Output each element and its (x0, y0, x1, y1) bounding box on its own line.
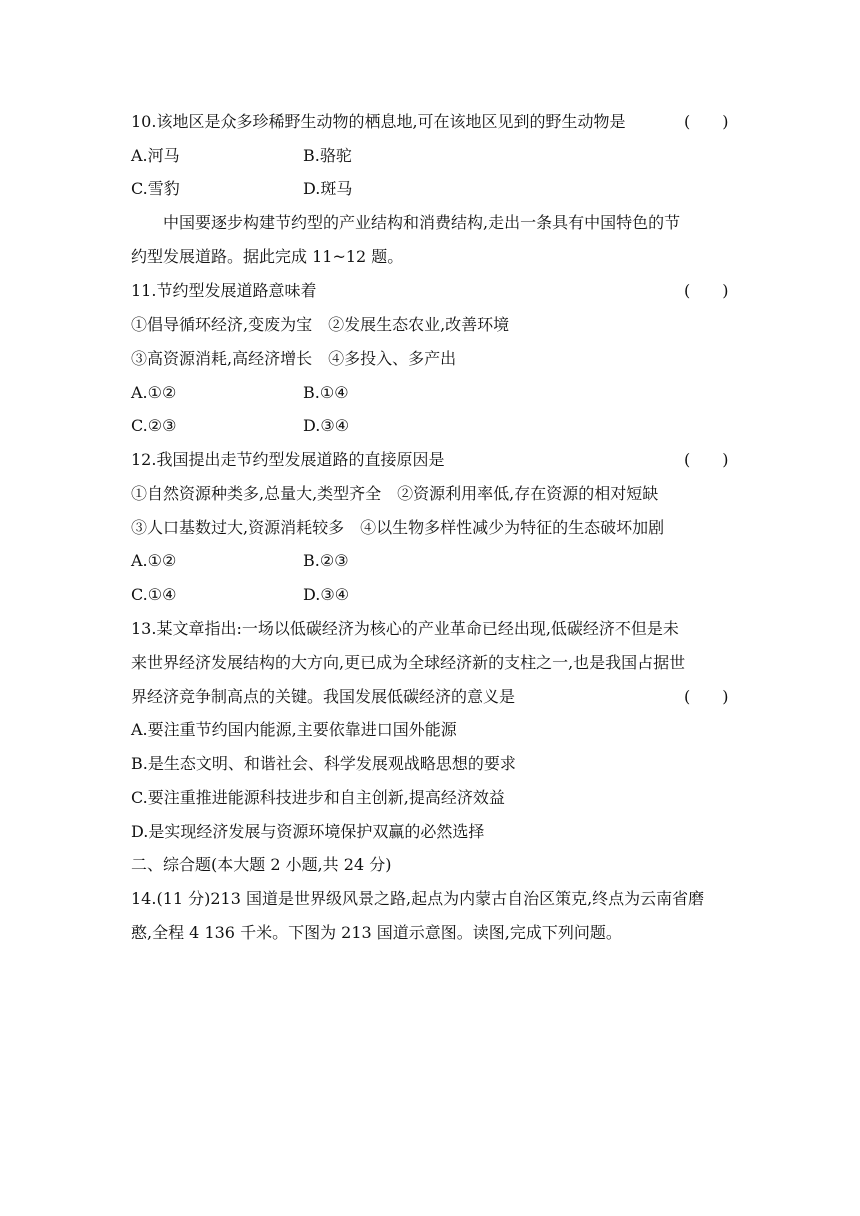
q12-option-d: D.③④ (303, 585, 350, 604)
q12-statements-1: ①自然资源种类多,总量大,类型齐全 ②资源利用率低,存在资源的相对短缺 (131, 484, 659, 503)
q13-stem-line-2: 来世界经济发展结构的大方向,更已成为全球经济新的支柱之一,也是我国占据世 (131, 653, 686, 672)
q11-stem: 11.节约型发展道路意味着 (131, 281, 317, 300)
q13-option-b: B.是生态文明、和谐社会、科学发展观战略思想的要求 (131, 754, 516, 773)
q11-statements-1: ①倡导循环经济,变废为宝 ②发展生态农业,改善环境 (131, 315, 510, 334)
q10-answer-paren: ( ) (684, 112, 729, 131)
q10-option-d: D.斑马 (303, 179, 353, 198)
q14-stem-line-1: 14.(11 分)213 国道是世界级风景之路,起点为内蒙古自治区策克,终点为云南省磨 (131, 889, 705, 908)
q12-answer-paren: ( ) (684, 450, 729, 469)
q10-option-c: C.雪豹 (131, 179, 180, 198)
q10-stem: 10.该地区是众多珍稀野生动物的栖息地,可在该地区见到的野生动物是 (131, 112, 626, 131)
q13-option-d: D.是实现经济发展与资源环境保护双赢的必然选择 (131, 822, 485, 841)
q12-statements-2: ③人口基数过大,资源消耗较多 ④以生物多样性减少为特征的生态破坏加剧 (131, 518, 665, 537)
q12-stem: 12.我国提出走节约型发展道路的直接原因是 (131, 450, 445, 469)
q11-answer-paren: ( ) (684, 281, 729, 300)
q13-stem-line-1: 13.某文章指出:一场以低碳经济为核心的产业革命已经出现,低碳经济不但是未 (131, 619, 679, 638)
q11-statements-2: ③高资源消耗,高经济增长 ④多投入、多产出 (131, 349, 457, 368)
q11-option-d: D.③④ (303, 416, 350, 435)
q11-option-a: A.①② (131, 383, 177, 402)
passage-line-1: 中国要逐步构建节约型的产业结构和消费结构,走出一条具有中国特色的节 (163, 213, 681, 232)
q13-option-c: C.要注重推进能源科技进步和自主创新,提高经济效益 (131, 788, 505, 807)
q14-stem-line-2: 憨,全程 4 136 千米。下图为 213 国道示意图。读图,完成下列问题。 (131, 923, 622, 942)
q10-option-b: B.骆驼 (303, 146, 352, 165)
passage-line-2: 约型发展道路。据此完成 11~12 题。 (131, 247, 404, 266)
q13-answer-paren: ( ) (684, 687, 729, 706)
q11-option-b: B.①④ (303, 383, 349, 402)
q12-option-c: C.①④ (131, 585, 177, 604)
q12-option-b: B.②③ (303, 551, 349, 570)
q10-option-a: A.河马 (131, 146, 180, 165)
q13-stem-line-3: 界经济竞争制高点的关键。我国发展低碳经济的意义是 (131, 687, 516, 706)
q13-option-a: A.要注重节约国内能源,主要依靠进口国外能源 (131, 720, 457, 739)
q12-option-a: A.①② (131, 551, 177, 570)
q11-option-c: C.②③ (131, 416, 177, 435)
section-heading: 二、综合题(本大题 2 小题,共 24 分) (131, 855, 392, 874)
